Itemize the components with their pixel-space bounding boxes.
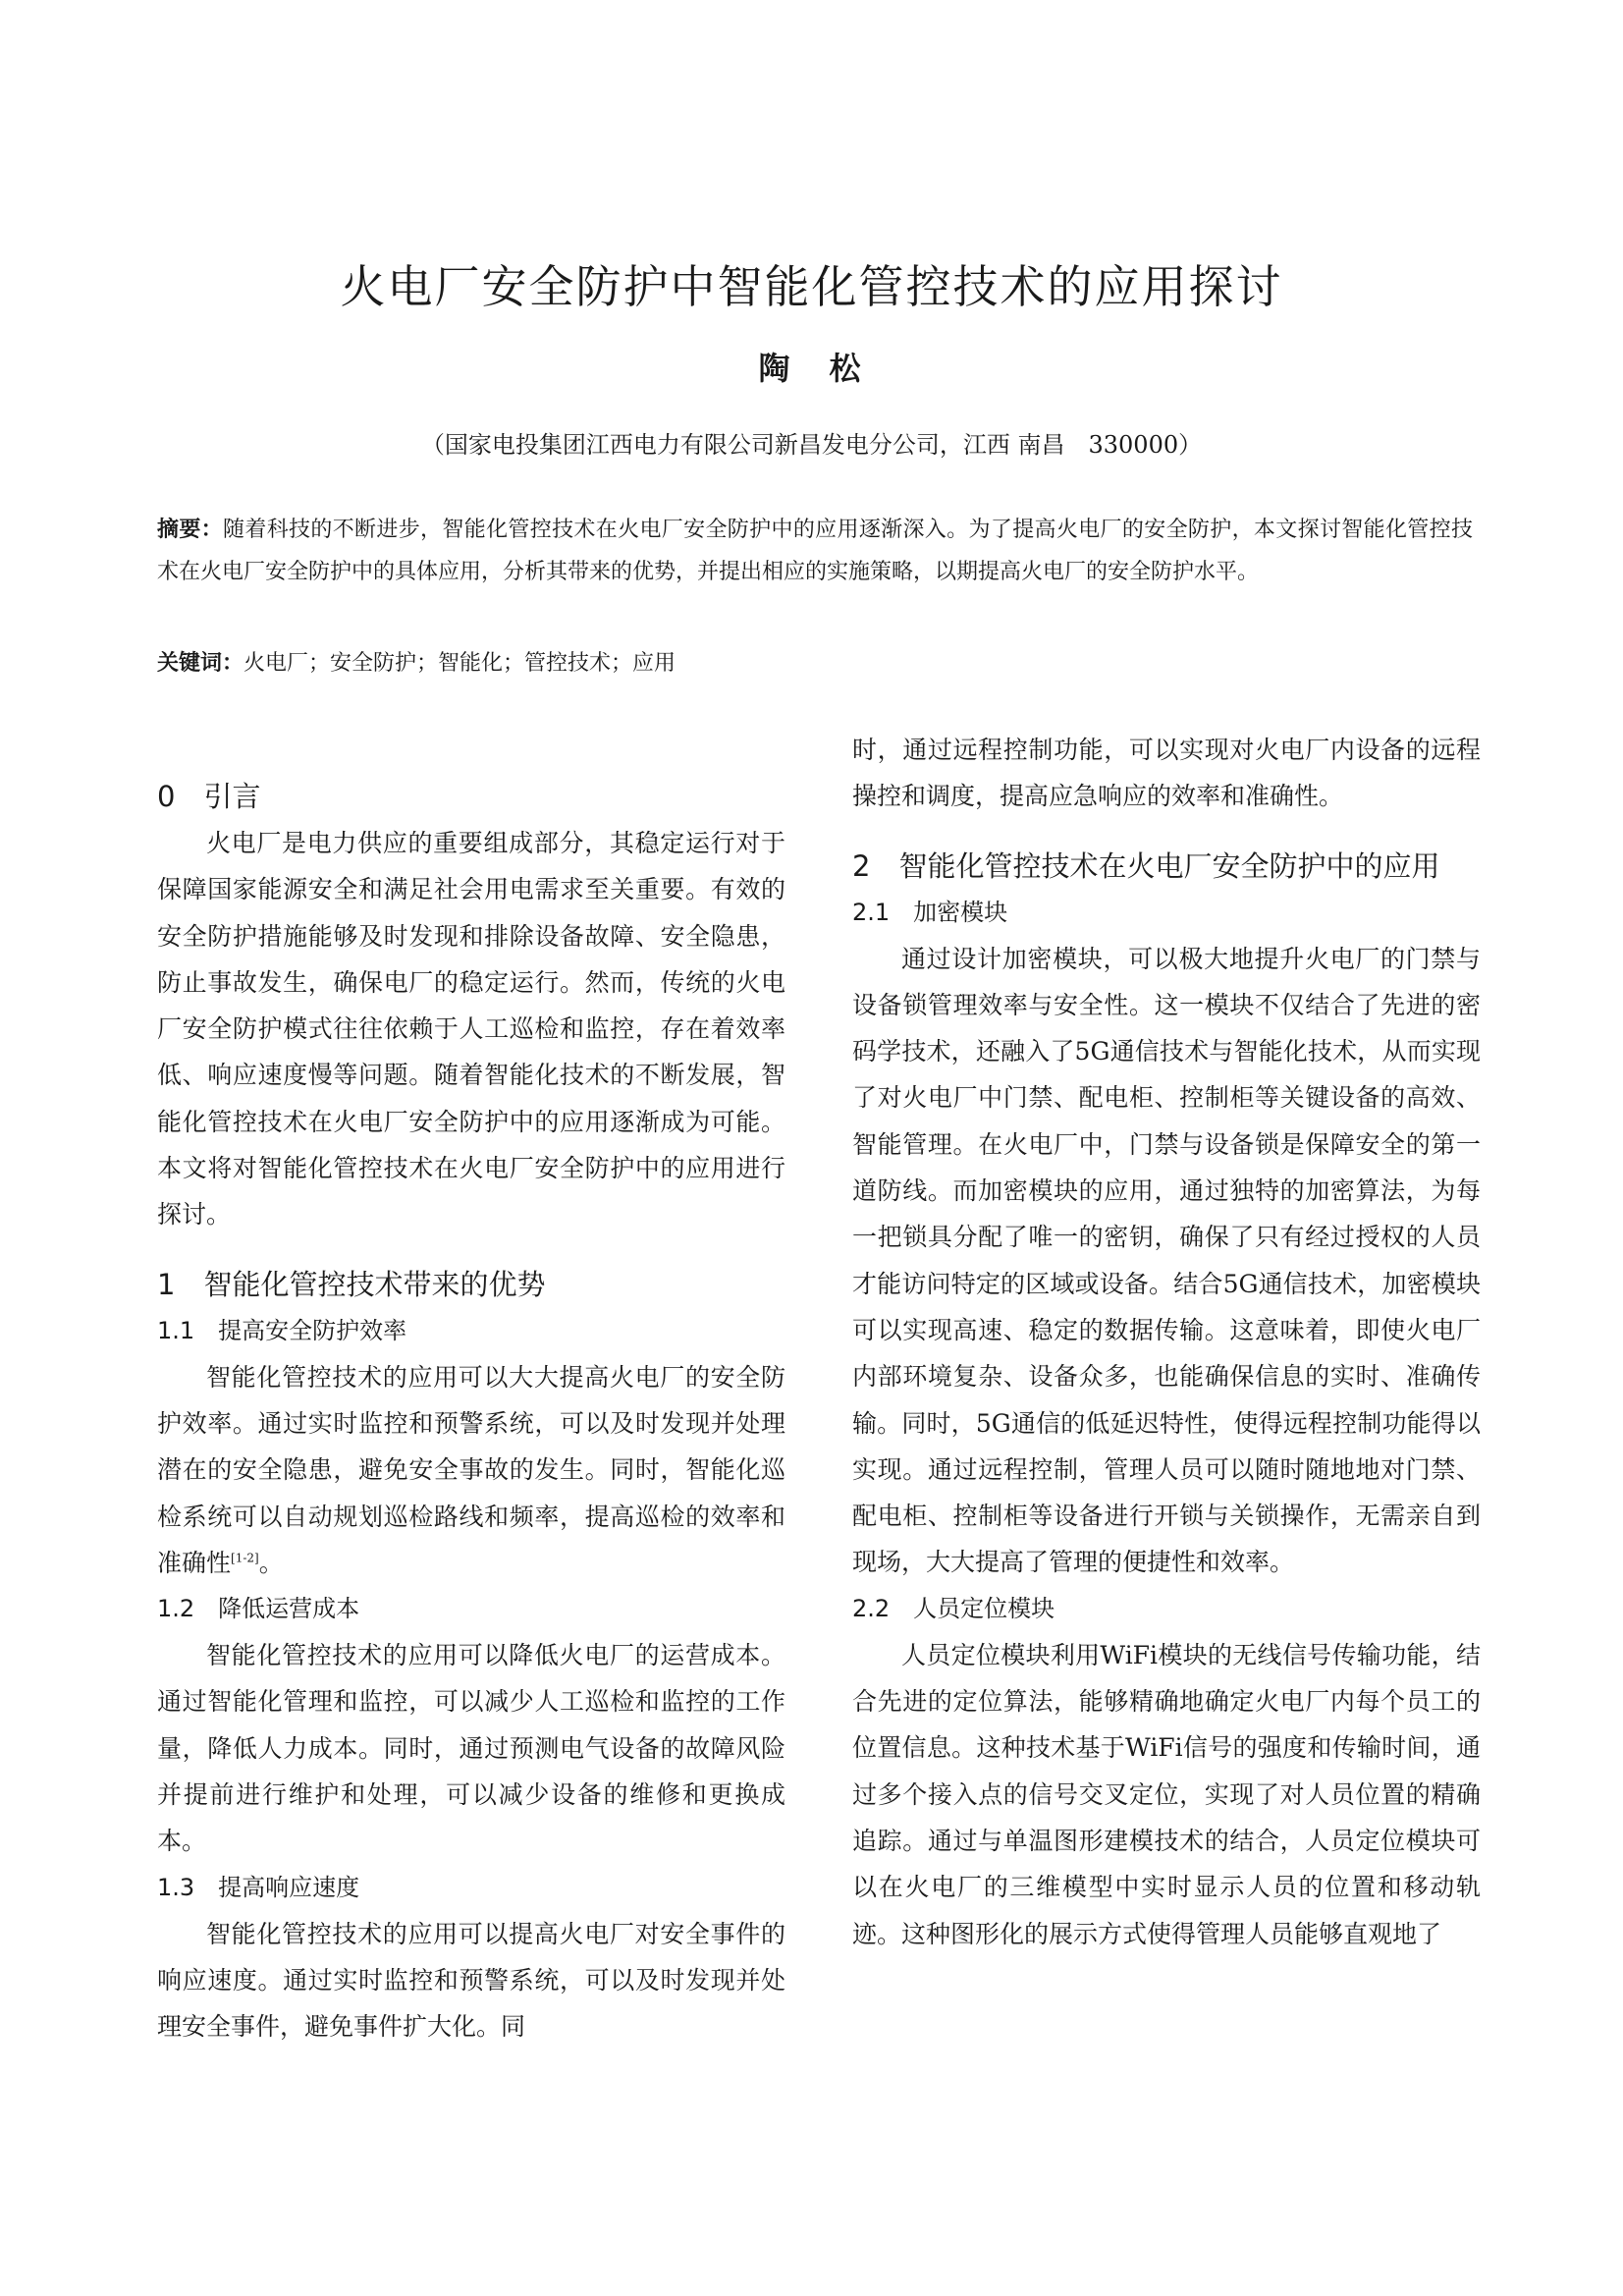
abstract	[157, 509, 1473, 593]
section-1-1-heading: 1.1 提高安全防护效率	[157, 1316, 407, 1344]
citation-ref: [1-2]	[231, 1551, 259, 1565]
section-1-1-paragraph	[157, 1354, 785, 1586]
section-2-2-heading: 2.2 人员定位模块	[852, 1594, 1055, 1622]
section-1-heading: 1 智能化管控技术带来的优势	[157, 1267, 546, 1301]
section-0-paragraph: 火电厂是电力供应的重要组成部分，其稳定运行对于保障国家能源安全和满足社会用电需求至关重要。有效的安全防护措施能够及时发现和排除设备故障、安全隐患，防止事故发生，确保电厂的稳定运行。然而，传统的火电厂安全防护模式往往依赖于人工巡检和监控，存在着效率低、响应速度慢等问题。随着智能化技术的不断发展，智能化管控技术在火电厂安全防护中的应用逐渐成为可能。本文将对智能化管控技术在火电厂安全防护中的应用进行探讨。	[157, 829, 785, 1230]
section-1-1-text: 智能化管控技术的应用可以大大提高火电厂的安全防护效率。通过实时监控和预警系统，可以及时发现并处理潜在的安全隐患，避免安全事故的发生。同时，智能化巡检系统可以自动规划巡检路线和频率，提高巡检的效率和准确性	[157, 1362, 785, 1577]
section-2-1-paragraph: 通过设计加密模块，可以极大地提升火电厂的门禁与设备锁管理效率与安全性。这一模块不仅结合了先进的密码学技术，还融入了5G通信技术与智能化技术，从而实现了对火电厂中门禁、配电柜、控制柜等关键设备的高效、智能管理。在火电厂中，门禁与设备锁是保障安全的第一道防线。而加密模块的应用，通过独特的加密算法，为每一把锁具分配了唯一的密钥，确保了只有经过授权的人员才能访问特定的区域或设备。结合5G通信技术，加密模块可以实现高速、稳定的数据传输。这意味着，即使火电厂内部环境复杂、设备众多，也能确保信息的实时、准确传输。同时，5G通信的低延迟特性，使得远程控制功能得以实现。通过远程控制，管理人员可以随时随地地对门禁、配电柜、控制柜等设备进行开锁与关锁操作，无需亲自到现场，大大提高了管理的便捷性和效率。	[852, 944, 1481, 1577]
paper-title: 火电厂安全防护中智能化管控技术的应用探讨	[340, 260, 1283, 313]
continued-paragraph: 时，通过远程控制功能，可以实现对火电厂内设备的远程操控和调度，提高应急响应的效率和准确性。	[852, 736, 1481, 811]
section-1-3-heading: 1.3 提高响应速度	[157, 1873, 360, 1901]
section-0-heading: 0 引言	[157, 780, 261, 813]
abstract-text: 随着科技的不断进步，智能化管控技术在火电厂安全防护中的应用逐渐深入。为了提高火电厂的安全防护，本文探讨智能化管控技术在火电厂安全防护中的具体应用，分析其带来的优势，并提出相应的实施策略，以期提高火电厂的安全防护水平。	[157, 518, 1473, 584]
abstract-label: 摘要：	[157, 518, 224, 542]
keywords	[157, 642, 1473, 684]
left-column	[157, 774, 785, 2050]
section-1-1-end: 。	[258, 1548, 284, 1577]
section-2-2-paragraph: 人员定位模块利用WiFi模块的无线信号传输功能，结合先进的定位算法，能够精确地确定火电厂内每个员工的位置信息。这种技术基于WiFi信号的强度和传输时间，通过多个接入点的信号交叉定位，实现了对人员位置的精确追踪。通过与单温图形建模技术的结合，人员定位模块可以在火电厂的三维模型中实时显示人员的位置和移动轨迹。这种图形化的展示方式使得管理人员能够直观地了	[852, 1640, 1481, 1948]
section-1-2-heading: 1.2 降低运营成本	[157, 1595, 360, 1623]
section-2-1-heading: 2.1 加密模块	[852, 898, 1008, 926]
keywords-text: 火电厂；安全防护；智能化；管控技术；应用	[243, 651, 676, 676]
section-2-heading: 2 智能化管控技术在火电厂安全防护中的应用	[852, 848, 1440, 883]
author-affiliation: （国家电投集团江西电力有限公司新昌发电分公司，江西 南昌 330000）	[420, 431, 1203, 459]
keywords-label: 关键词：	[157, 651, 244, 676]
section-1-2-paragraph: 智能化管控技术的应用可以降低火电厂的运营成本。通过智能化管理和监控，可以减少人工巡检和监控的工作量，降低人力成本。同时，通过预测电气设备的故障风险并提前进行维护和处理，可以减少设备的维修和更换成本。	[157, 1641, 785, 1856]
right-column	[852, 727, 1481, 1957]
author-name: 陶 松	[758, 350, 865, 387]
section-1-3-paragraph: 智能化管控技术的应用可以提高火电厂对安全事件的响应速度。通过实时监控和预警系统，可以及时发现并处理安全事件，避免事件扩大化。同	[157, 1919, 785, 2042]
